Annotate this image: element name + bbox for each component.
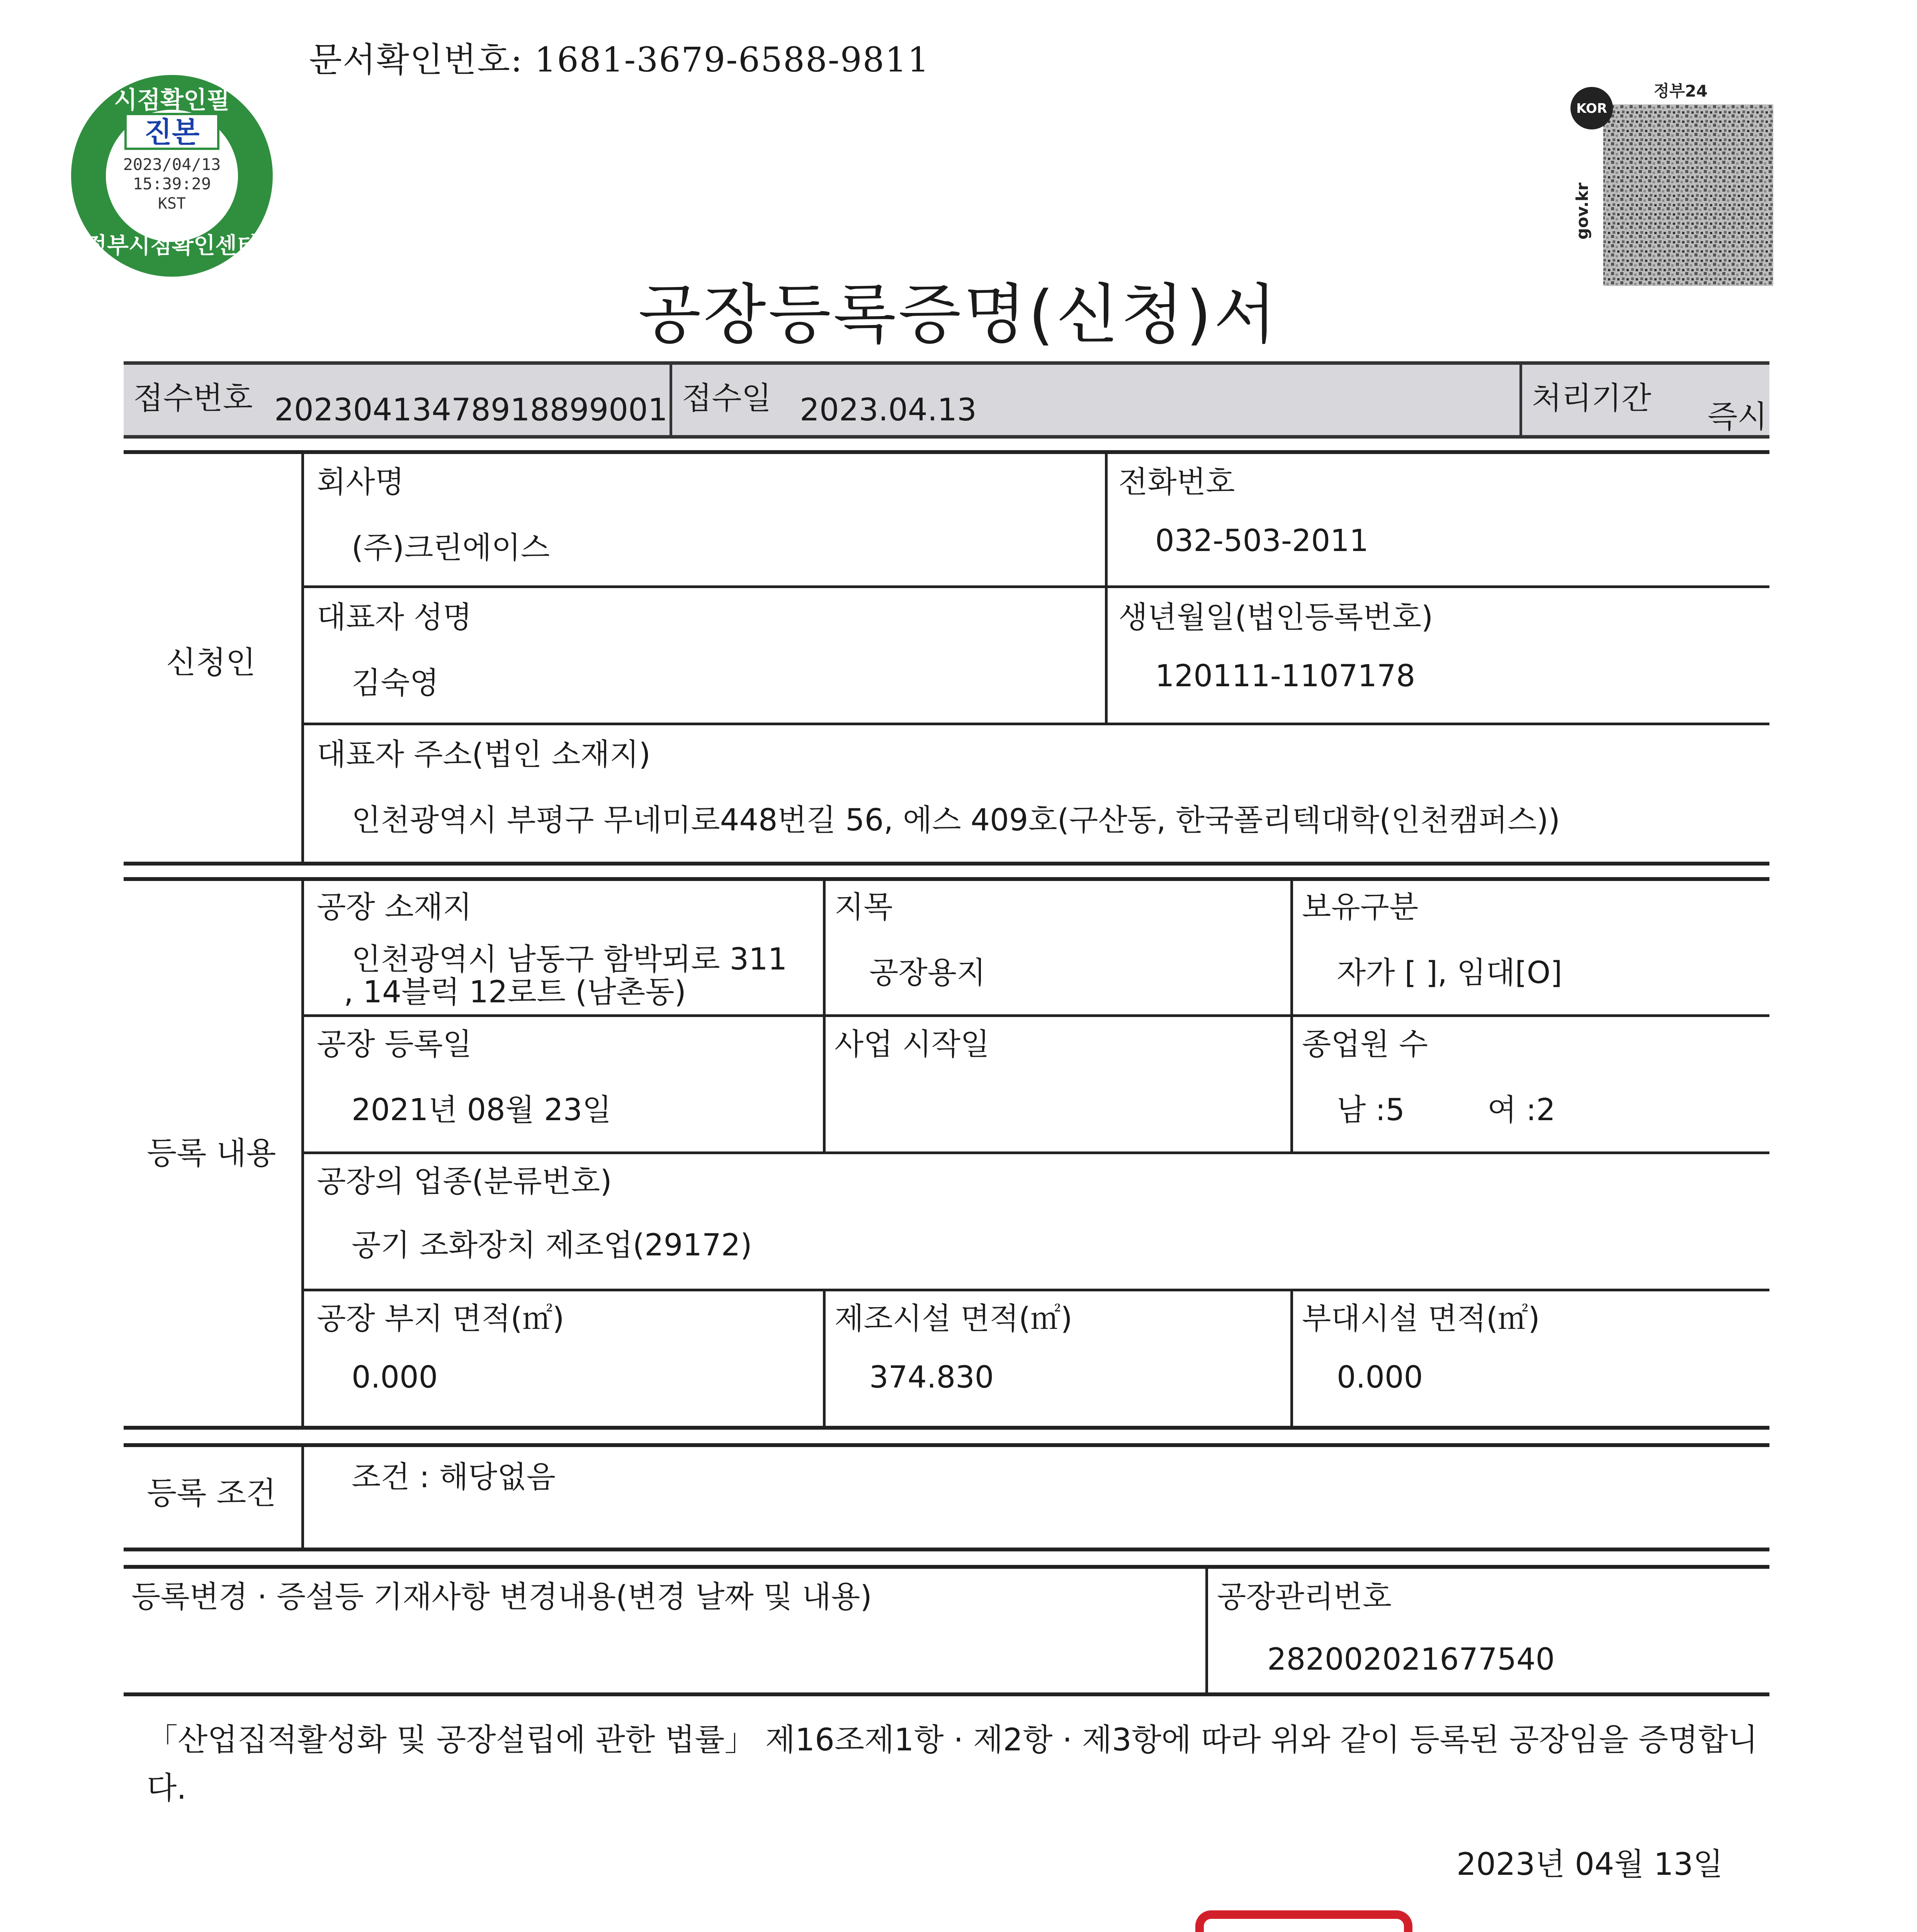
official-red-seal [1194,1909,1414,1932]
address-label: 대표자 주소(법인 소재지) [317,737,651,772]
registration-date-value: 2021년 08월 23일 [352,1093,612,1128]
processing-period-cell [1522,365,1769,435]
seal-date: 2023/04/13 [123,155,221,174]
gov24-verification-badge [1565,77,1777,290]
receipt-number-label: 접수번호 [133,380,253,416]
registration-section-label: 등록 내용 [147,1135,276,1171]
ownership-value: 자가 [ ], 임대[O] [1337,956,1562,990]
receipt-date-cell [672,365,1522,435]
badge-label: 정부24 [1654,82,1708,100]
birth-label: 생년월일(법인등록번호) [1118,600,1433,635]
timestamp-seal [70,73,274,278]
seal-bottom-text: 정부시점확인센터 [85,232,259,259]
processing-period-label: 처리기간 [1532,380,1652,416]
mfg-area-label: 제조시설 면적(㎡) [834,1301,1072,1336]
mgmt-number-label: 공장관리번호 [1217,1580,1392,1614]
location-label: 공장 소재지 [317,890,472,925]
seal-time: 15:39:29 [133,174,211,193]
condition-value: 조건 : 해당없음 [352,1460,556,1495]
changes-label: 등록변경 · 증설등 기재사항 변경내용(변경 날짜 및 내용) [131,1580,872,1614]
industry-label: 공장의 업종(분류번호) [317,1164,612,1199]
location-line1: 인천광역시 남동구 함박뫼로 311 [352,942,787,977]
receipt-number-value: 20230413478918899001 [274,392,668,428]
phone-label: 전화번호 [1118,465,1235,500]
aux-area-value: 0.000 [1337,1360,1423,1395]
receipt-bar [124,361,1769,439]
company-name-value: (주)크린에이스 [352,531,550,565]
phone-value: 032-503-2011 [1155,524,1369,558]
registration-date-label: 공장 등록일 [317,1027,472,1062]
ownership-label: 보유구분 [1302,890,1419,925]
badge-corner-text: KOR [1576,101,1607,116]
industry-value: 공기 조화장치 제조업(29172) [352,1228,752,1263]
company-name-label: 회사명 [317,465,404,500]
document-title: 공장등록증명(신청)서 [638,277,1279,352]
issue-date: 2023년 04월 13일 [1456,1846,1723,1882]
processing-period-value: 즉시 [1708,399,1767,435]
site-area-label: 공장 부지 면적(㎡) [317,1301,564,1336]
site-area-value: 0.000 [352,1360,438,1395]
seal-center-text: 진본 [144,116,200,149]
mfg-area-value: 374.830 [869,1360,994,1395]
business-start-label: 사업 시작일 [834,1027,990,1062]
employees-male: 남 :5 [1337,1093,1405,1128]
rep-name-label: 대표자 성명 [317,600,472,635]
document-number-value: 1681-3679-6588-9811 [534,40,930,80]
address-value: 인천광역시 부평구 무네미로448번길 56, 에스 409호(구산동, 한국폴리텍대학(인천캠퍼스)) [352,803,1560,838]
document-number-label: 문서확인번호: [309,40,523,80]
land-category-label: 지목 [834,890,893,925]
badge-side-text: gov.kr [1573,182,1592,240]
condition-section-label: 등록 조건 [147,1475,276,1511]
receipt-date-label: 접수일 [682,380,772,416]
rep-name-value: 김숙영 [352,666,439,701]
certification-statement: 「산업집적활성화 및 공장설립에 관한 법률」 제16조제1항 · 제2항 · 제3항에 따라 위와 같이 등록된 공장임을 증명합니다. [147,1722,1758,1806]
mgmt-number-value: 282002021677540 [1267,1642,1555,1677]
employees-label: 종업원 수 [1302,1027,1428,1062]
document-number [309,33,930,82]
land-category-value: 공장용지 [869,956,986,990]
seal-tz: KST [158,195,186,213]
location-line2: , 14블럭 12로트 (남촌동) [344,975,686,1010]
aux-area-label: 부대시설 면적(㎡) [1302,1301,1540,1336]
applicant-section-label: 신청인 [166,645,256,680]
receipt-number-cell [124,365,672,435]
employees-female: 여 :2 [1487,1093,1556,1128]
birth-value: 120111-1107178 [1155,659,1416,694]
receipt-date-value: 2023.04.13 [800,392,977,428]
seal-top-text: 시점확인필 [114,86,230,114]
